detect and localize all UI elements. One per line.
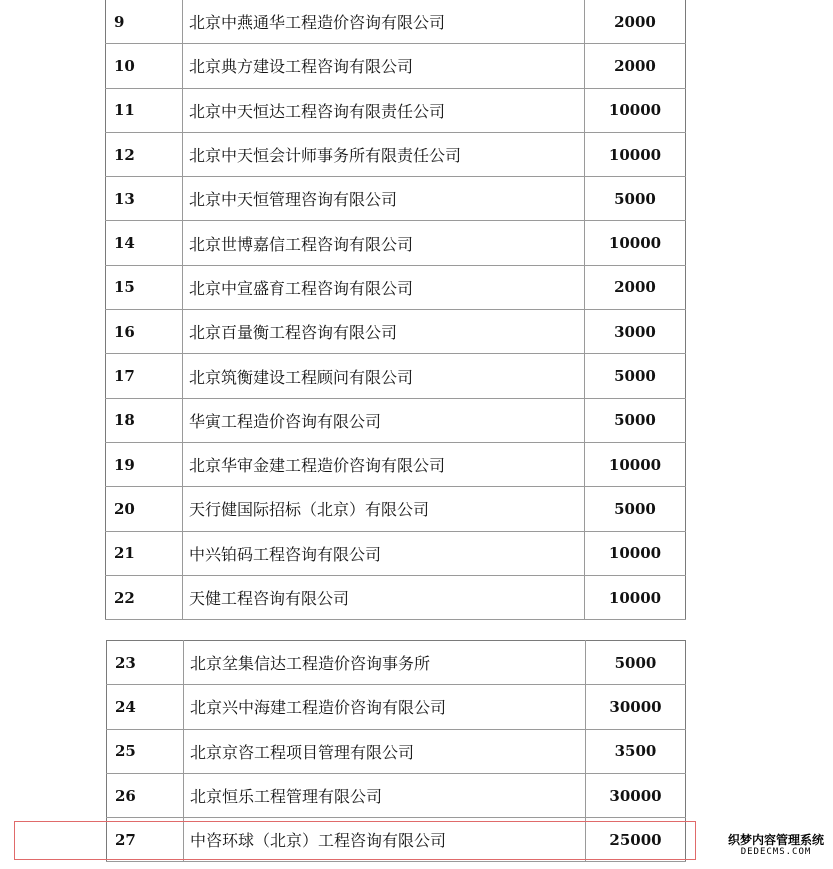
amount: 30000 xyxy=(586,773,686,817)
amount: 2000 xyxy=(585,265,686,309)
table-row xyxy=(107,641,686,685)
company-name: 北京中天恒会计师事务所有限责任公司 xyxy=(183,132,585,176)
table-row xyxy=(106,575,686,619)
table-row xyxy=(106,44,686,88)
row-number: 24 xyxy=(107,685,184,729)
amount: 2000 xyxy=(585,44,686,88)
watermark-logo xyxy=(724,834,828,857)
company-name: 北京世博嘉信工程咨询有限公司 xyxy=(183,221,585,265)
amount: 5000 xyxy=(585,354,686,398)
table-row xyxy=(107,685,686,729)
table-row xyxy=(106,88,686,132)
amount: 10000 xyxy=(585,575,686,619)
row-number: 27 xyxy=(107,818,184,862)
row-number: 16 xyxy=(106,310,183,354)
company-name: 北京典方建设工程咨询有限公司 xyxy=(183,44,585,88)
row-number: 10 xyxy=(106,44,183,88)
company-name: 北京坌集信达工程造价咨询事务所 xyxy=(184,641,586,685)
amount: 30000 xyxy=(586,685,686,729)
amount: 10000 xyxy=(585,531,686,575)
amount: 3000 xyxy=(585,310,686,354)
table-row xyxy=(106,265,686,309)
table-row xyxy=(106,0,686,44)
row-number: 22 xyxy=(106,575,183,619)
row-number: 21 xyxy=(106,531,183,575)
row-number: 15 xyxy=(106,265,183,309)
company-name: 中兴铂码工程咨询有限公司 xyxy=(183,531,585,575)
row-number: 9 xyxy=(106,0,183,44)
company-name: 天健工程咨询有限公司 xyxy=(183,575,585,619)
table-row xyxy=(106,442,686,486)
amount: 10000 xyxy=(585,88,686,132)
row-number: 26 xyxy=(107,773,184,817)
row-number: 20 xyxy=(106,487,183,531)
watermark-line-1: 织梦内容管理系统 xyxy=(727,833,824,847)
company-table-part-2 xyxy=(106,640,686,862)
table-row xyxy=(106,221,686,265)
amount: 3500 xyxy=(586,729,686,773)
company-name: 华寅工程造价咨询有限公司 xyxy=(183,398,585,442)
amount: 10000 xyxy=(585,221,686,265)
row-number: 13 xyxy=(106,177,183,221)
company-name: 北京恒乐工程管理有限公司 xyxy=(184,773,586,817)
company-name: 北京中天恒达工程咨询有限责任公司 xyxy=(183,88,585,132)
amount: 5000 xyxy=(585,398,686,442)
company-name: 北京京咨工程项目管理有限公司 xyxy=(184,729,586,773)
amount: 5000 xyxy=(585,487,686,531)
amount: 5000 xyxy=(585,177,686,221)
company-name: 北京兴中海建工程造价咨询有限公司 xyxy=(184,685,586,729)
row-number: 17 xyxy=(106,354,183,398)
amount: 2000 xyxy=(585,0,686,44)
company-name: 中咨环球（北京）工程咨询有限公司 xyxy=(184,818,586,862)
table-row xyxy=(106,354,686,398)
amount: 10000 xyxy=(585,442,686,486)
amount: 5000 xyxy=(586,641,686,685)
company-name: 北京筑衡建设工程顾问有限公司 xyxy=(183,354,585,398)
row-number: 11 xyxy=(106,88,183,132)
row-number: 25 xyxy=(107,729,184,773)
watermark-line-2: DEDECMS.COM xyxy=(740,847,812,857)
company-name: 北京华审金建工程造价咨询有限公司 xyxy=(183,442,585,486)
company-name: 天行健国际招标（北京）有限公司 xyxy=(183,487,585,531)
table-row xyxy=(107,729,686,773)
table-row xyxy=(106,487,686,531)
row-number: 12 xyxy=(106,132,183,176)
row-number: 19 xyxy=(106,442,183,486)
row-number: 18 xyxy=(106,398,183,442)
amount: 25000 xyxy=(586,818,686,862)
table-row xyxy=(106,310,686,354)
row-number: 14 xyxy=(106,221,183,265)
table-row-highlighted xyxy=(107,818,686,862)
amount: 10000 xyxy=(585,132,686,176)
table-row xyxy=(107,773,686,817)
table-row xyxy=(106,398,686,442)
company-name: 北京百量衡工程咨询有限公司 xyxy=(183,310,585,354)
table-row xyxy=(106,132,686,176)
company-name: 北京中燕通华工程造价咨询有限公司 xyxy=(183,0,585,44)
table-row xyxy=(106,177,686,221)
company-table-part-1 xyxy=(105,0,686,620)
row-number: 23 xyxy=(107,641,184,685)
company-name: 北京中天恒管理咨询有限公司 xyxy=(183,177,585,221)
table-row xyxy=(106,531,686,575)
company-name: 北京中宣盛育工程咨询有限公司 xyxy=(183,265,585,309)
